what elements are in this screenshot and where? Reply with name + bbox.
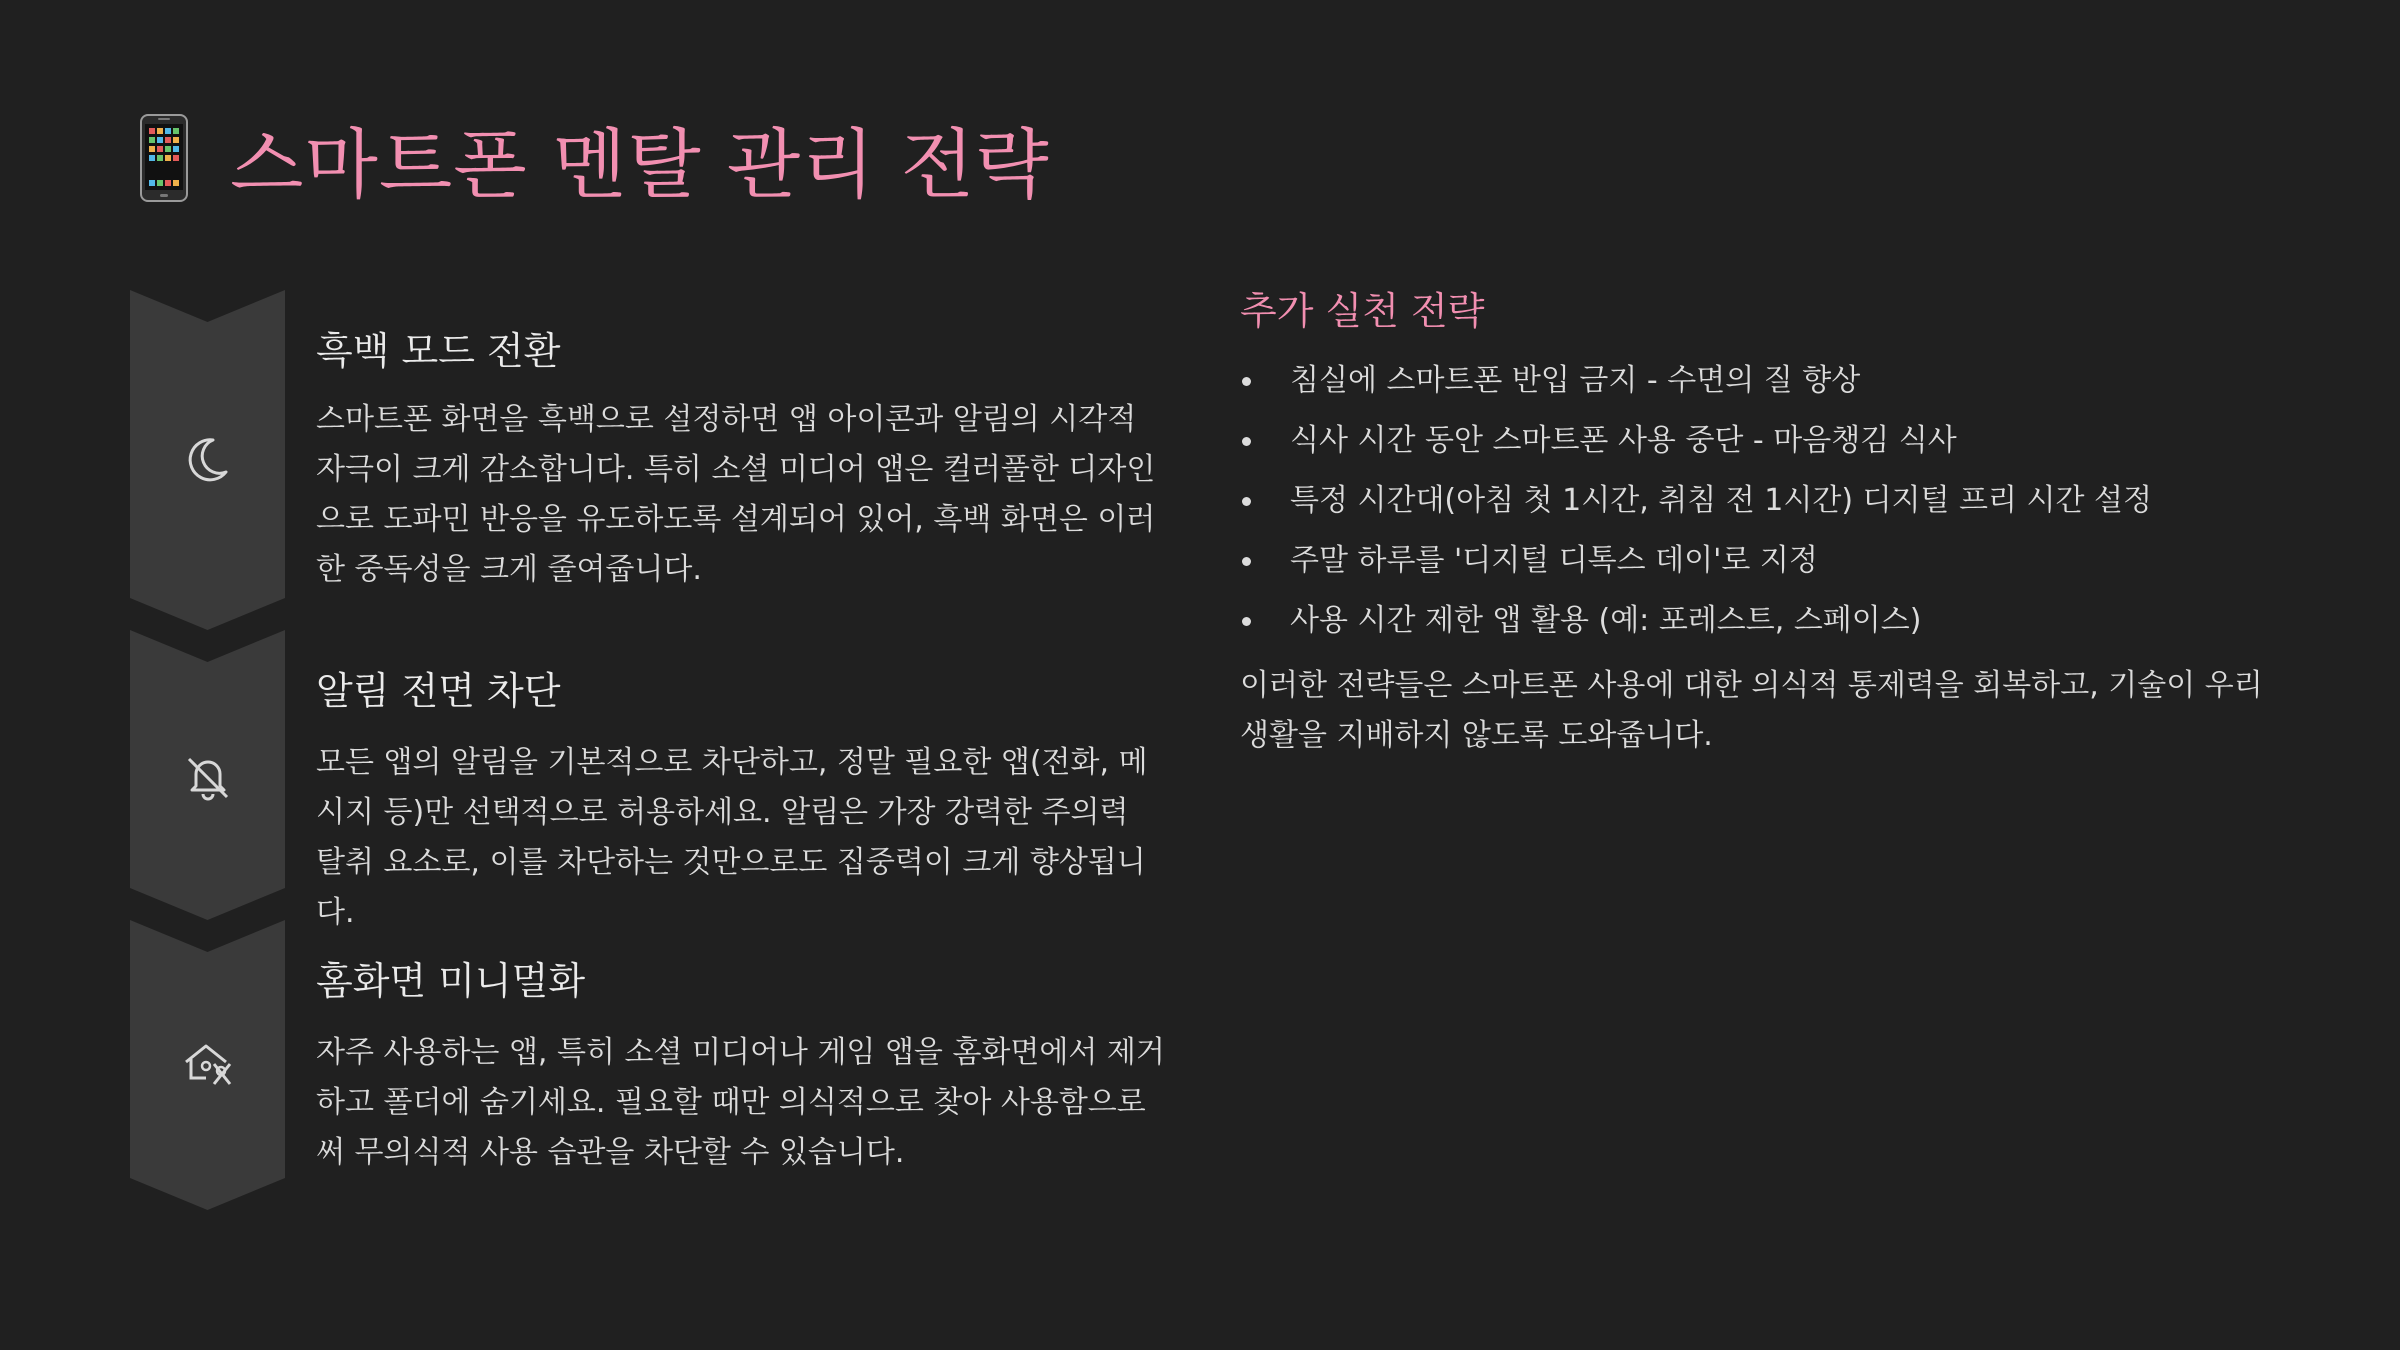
home-remove-icon xyxy=(180,1034,236,1090)
step-heading: 알림 전면 차단 xyxy=(316,669,561,713)
list-item xyxy=(1240,601,2280,641)
list-item xyxy=(1240,421,2280,461)
bell-off-icon xyxy=(180,748,236,804)
list-item xyxy=(1240,481,2280,521)
list-item-text: 특정 시간대(아침 첫 1시간, 취침 전 1시간) 디지털 프리 시간 설정 xyxy=(1290,483,2152,518)
step-minimal-homescreen xyxy=(130,920,1170,1210)
summary-text: 이러한 전략들은 스마트폰 사용에 대한 의식적 통제력을 회복하고, 기술이 우리 생활을 지배하지 않도록 도와줍니다. xyxy=(1240,668,2263,753)
step-description: 자주 사용하는 앱, 특히 소셜 미디어나 게임 앱을 홈화면에서 제거하고 폴더에 숨기세요. 필요할 때만 의식적으로 찾아 사용함으로써 무의식적 사용 습관을 차단할 수 있습니다. xyxy=(316,1035,1165,1170)
list-item-text: 식사 시간 동안 스마트폰 사용 중단 - 마음챙김 식사 xyxy=(1290,423,1957,458)
extra-strategies-list xyxy=(1240,361,2280,641)
bullet-icon xyxy=(1242,497,1251,506)
bullet-icon xyxy=(1242,377,1251,386)
step-description: 모든 앱의 알림을 기본적으로 차단하고, 정말 필요한 앱(전화, 메시지 등)만 선택적으로 허용하세요. 알림은 가장 강력한 주의력 탈취 요소로, 이를 차단하는 것만으로도 집중력이 크게 향상됩니다. xyxy=(316,745,1148,930)
extra-strategies-title: 추가 실천 전략 xyxy=(1240,289,1485,333)
step-description: 스마트폰 화면을 흑백으로 설정하면 앱 아이콘과 알림의 시각적 자극이 크게 감소합니다. 특히 소셜 미디어 앱은 컬러풀한 디자인으로 도파민 반응을 유도하도록 설계되어 있어, 흑백 화면은 이러한 중독성을 크게 줄여줍니다. xyxy=(316,402,1156,587)
bullet-icon xyxy=(1242,617,1251,626)
page-title: 스마트폰 멘탈 관리 전략 xyxy=(230,119,1050,209)
list-item xyxy=(1240,361,2280,401)
moon-icon xyxy=(180,432,236,488)
list-item-text: 주말 하루를 '디지털 디톡스 데이'로 지정 xyxy=(1290,543,1818,578)
bullet-icon xyxy=(1242,557,1251,566)
bullet-icon xyxy=(1242,437,1251,446)
list-item-text: 사용 시간 제한 앱 활용 (예: 포레스트, 스페이스) xyxy=(1290,603,1922,638)
step-heading: 홈화면 미니멀화 xyxy=(316,959,586,1003)
step-heading: 흑백 모드 전환 xyxy=(316,329,561,373)
step-grayscale-mode xyxy=(130,290,1170,630)
extra-strategies-panel xyxy=(1240,280,2280,761)
list-item-text: 침실에 스마트폰 반입 금지 - 수면의 질 향상 xyxy=(1290,363,1861,398)
step-block-notifications xyxy=(130,630,1170,930)
title-row xyxy=(140,108,1050,208)
list-item xyxy=(1240,541,2280,581)
mobile-phone-icon xyxy=(140,114,188,202)
